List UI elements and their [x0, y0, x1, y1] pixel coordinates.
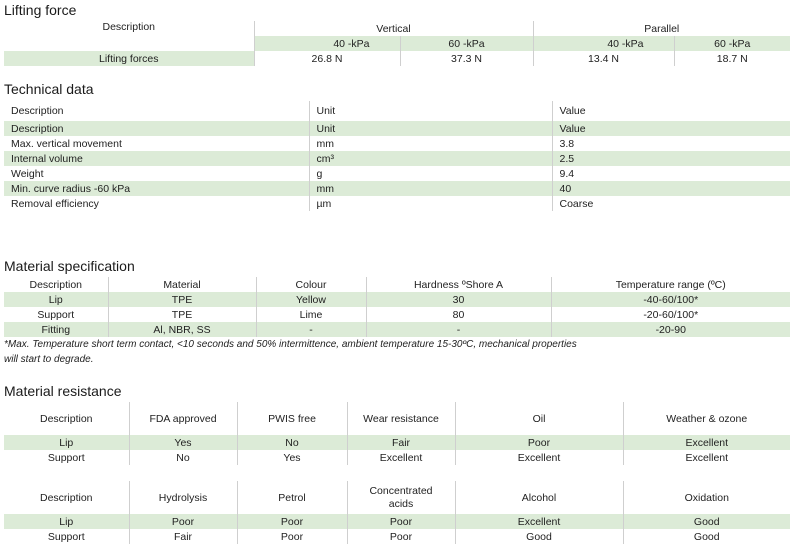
header-wear: Wear resistance [347, 402, 455, 435]
cell: -20-90 [551, 322, 790, 337]
cell: Fitting [4, 322, 108, 337]
cell: Good [623, 514, 790, 529]
material-resistance-title: Material resistance [4, 383, 122, 399]
cell: Poor [129, 514, 237, 529]
pressure-60: 60 -kPa [400, 36, 533, 51]
cell: Value [552, 121, 790, 136]
header-colour: Colour [256, 277, 366, 292]
footnote-line: *Max. Temperature short term contact, <10 seconds and 50% intermittence, ambient temperature 15-30ºC, mechanical properties [4, 339, 577, 350]
cell: Max. vertical movement [11, 137, 122, 150]
technical-data-table [4, 101, 790, 211]
header-vertical: Vertical [254, 21, 533, 36]
table-row [4, 181, 790, 196]
cell: Poor [237, 529, 347, 544]
cell: mm [309, 136, 552, 151]
table-row [4, 307, 790, 322]
cell: Al, NBR, SS [108, 322, 256, 337]
pressure-40: 40 -kPa [254, 36, 400, 51]
header-description: Description [29, 278, 83, 291]
table-row [4, 196, 790, 211]
value-cell: 26.8 N [254, 51, 400, 66]
cell: -20-60/100* [551, 307, 790, 322]
pressure-60: 60 -kPa [674, 36, 790, 51]
cell: No [129, 450, 237, 465]
header-value: Value [552, 101, 790, 121]
cell: Poor [347, 514, 455, 529]
cell: Unit [309, 121, 552, 136]
pressure-40: 40 -kPa [533, 36, 674, 51]
cell: TPE [108, 307, 256, 322]
cell: Lime [256, 307, 366, 322]
cell: Description [4, 121, 309, 136]
cell: Poor [455, 435, 623, 450]
cell: Support [47, 530, 85, 543]
table-row [4, 121, 790, 136]
cell: Internal volume [4, 151, 309, 166]
header-material: Material [108, 277, 256, 292]
header-line: acids [388, 497, 414, 510]
cell: No [237, 435, 347, 450]
resistance-table-2 [4, 481, 790, 544]
cell: Excellent [455, 514, 623, 529]
cell: Min. curve radius -60 kPa [4, 181, 309, 196]
cell: Excellent [347, 450, 455, 465]
table-row [4, 529, 790, 544]
resistance-table-1 [4, 402, 790, 465]
cell: Coarse [552, 196, 790, 211]
table-row [4, 514, 790, 529]
cell: Fair [347, 435, 455, 450]
cell: Support [37, 308, 75, 321]
cell: 3.8 [552, 136, 790, 151]
header-line: Concentrated [369, 484, 433, 497]
cell: Good [455, 529, 623, 544]
cell: 9.4 [552, 166, 790, 181]
cell: Yellow [256, 292, 366, 307]
header-description: Description [39, 412, 93, 425]
cell: Good [623, 529, 790, 544]
table-row [4, 151, 790, 166]
header-hardness: Hardness ºShore A [366, 277, 551, 292]
cell: mm [309, 181, 552, 196]
cell: µm [309, 196, 552, 211]
value-cell: 37.3 N [400, 51, 533, 66]
cell: 80 [366, 307, 551, 322]
cell: Weight [11, 167, 44, 180]
header-pwis: PWIS free [237, 402, 347, 435]
table-row [4, 136, 790, 151]
row-label: Lifting forces [4, 51, 254, 66]
header-petrol: Petrol [237, 481, 347, 514]
table-row [4, 166, 790, 181]
header-description: Description [39, 491, 93, 504]
header-weather: Weather & ozone [623, 402, 790, 435]
temperature-footnote [4, 337, 577, 367]
cell: - [366, 322, 551, 337]
header-hydrolysis: Hydrolysis [129, 481, 237, 514]
cell: Fair [129, 529, 237, 544]
technical-data-title: Technical data [4, 81, 94, 97]
cell: TPE [108, 292, 256, 307]
cell: 30 [366, 292, 551, 307]
header-description: Description [102, 21, 156, 33]
header-temperature: Temperature range (ºC) [551, 277, 790, 292]
cell: Lip [4, 435, 129, 450]
cell: g [309, 166, 552, 181]
table-row [4, 322, 790, 337]
header-description: Description [11, 105, 64, 117]
table-row [4, 450, 790, 465]
cell: 40 [552, 181, 790, 196]
header-concentrated-acids [347, 481, 455, 514]
cell: Lip [4, 292, 108, 307]
cell: cm³ [309, 151, 552, 166]
material-spec-table [4, 277, 790, 337]
header-fda: FDA approved [129, 402, 237, 435]
cell: 2.5 [552, 151, 790, 166]
cell: Poor [347, 529, 455, 544]
cell: Support [47, 451, 85, 464]
cell: Excellent [623, 435, 790, 450]
table-row [4, 435, 790, 450]
header-oxidation: Oxidation [623, 481, 790, 514]
header-parallel: Parallel [533, 21, 790, 36]
table-row [4, 51, 790, 66]
footnote-line: will start to degrade. [4, 354, 94, 365]
cell: -40-60/100* [551, 292, 790, 307]
cell: Poor [237, 514, 347, 529]
material-spec-title: Material specification [4, 258, 135, 274]
table-row [4, 292, 790, 307]
lifting-force-table [4, 21, 790, 66]
cell: Yes [237, 450, 347, 465]
cell: Removal efficiency [11, 197, 99, 210]
cell: Excellent [623, 450, 790, 465]
cell: Lip [4, 514, 129, 529]
cell: Excellent [455, 450, 623, 465]
cell: Yes [129, 435, 237, 450]
header-alcohol: Alcohol [455, 481, 623, 514]
header-oil: Oil [455, 402, 623, 435]
value-cell: 13.4 N [533, 51, 674, 66]
header-unit: Unit [309, 101, 552, 121]
lifting-force-title: Lifting force [4, 2, 77, 18]
cell: - [256, 322, 366, 337]
value-cell: 18.7 N [674, 51, 790, 66]
